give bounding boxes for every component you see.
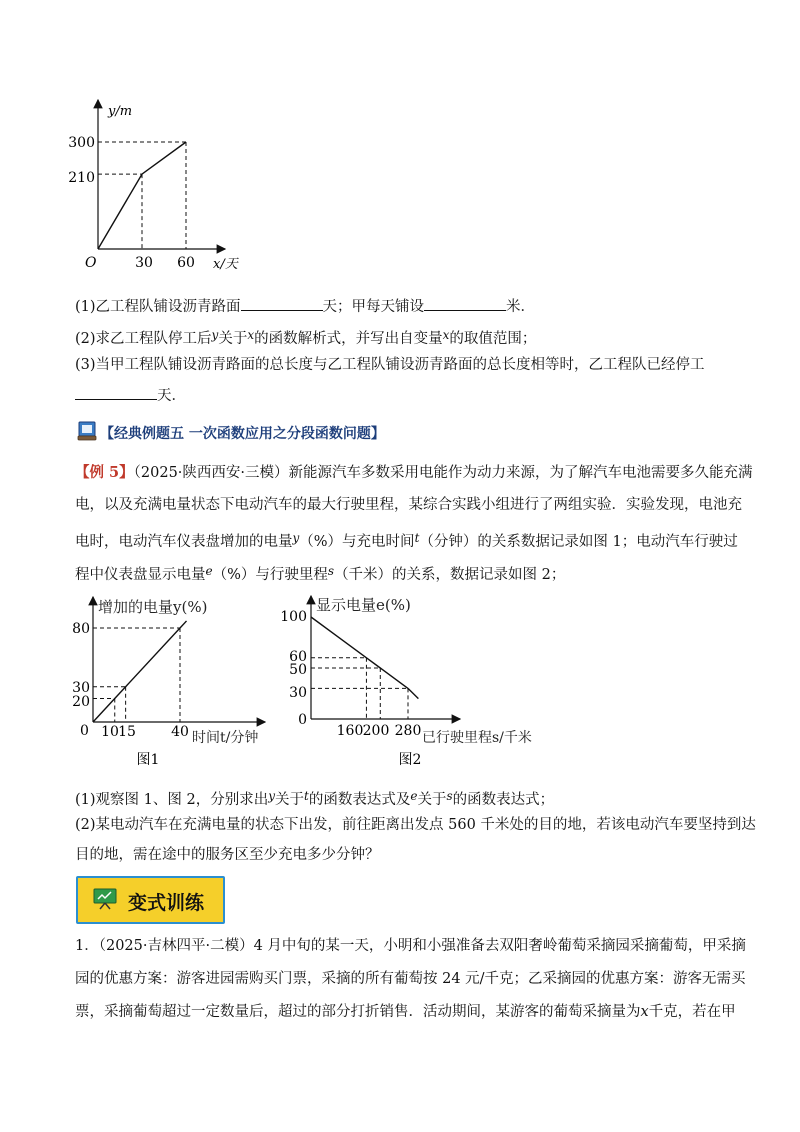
- badge-label: 变式训练: [128, 892, 205, 914]
- exercise-1-line-1: 1．（2025·吉林四平·二模）4 月中旬的某一天，小明和小强准备去双阳奢岭葡萄采摘园采摘葡萄，甲采摘: [75, 938, 746, 954]
- exercise-1-line-3: [75, 996, 736, 1029]
- exercise-1-line-2: 园的优惠方案：游客进园需购买门票，采摘的所有葡萄按 24 元/千克；乙采摘园的优惠方案：游客无需买: [75, 971, 746, 987]
- variant-training-badge: [76, 876, 225, 924]
- x-tick-label: 200: [362, 723, 390, 739]
- y-tick-label: 30: [289, 685, 307, 701]
- sub1-text: 关于: [417, 792, 447, 808]
- variable-e: e: [205, 564, 213, 578]
- sub1-text: 关于: [275, 792, 304, 808]
- chart-figure-1: [60, 592, 280, 772]
- sub-question-1: [75, 786, 554, 810]
- q2-text-d: 的取值范围；: [449, 331, 537, 347]
- origin-label: O: [85, 255, 97, 271]
- x-tick-label: 60: [177, 255, 195, 271]
- exercise-text: 千克，若在甲: [648, 1004, 736, 1020]
- variable-y: y: [211, 328, 219, 342]
- y-tick-label: 80: [72, 621, 90, 637]
- x-axis-label: x/天: [213, 257, 238, 272]
- sub-question-2-line-2: 目的地，需在途中的服务区至少充电多少分钟？: [75, 847, 380, 863]
- presentation-board-icon: [92, 888, 118, 910]
- example-text: （%）与行驶里程: [212, 567, 328, 583]
- sub1-text: 的函数表达式；: [452, 792, 555, 808]
- variable-y: y: [268, 789, 275, 803]
- series-line: [311, 617, 408, 688]
- x-axis-label: 时间t/分钟: [192, 730, 259, 746]
- y-tick-label: 60: [289, 649, 307, 665]
- question-2: [75, 325, 536, 349]
- figure-caption: 图2: [398, 752, 422, 768]
- q1-text-b: 天；甲每天铺设: [322, 299, 425, 315]
- answer-blank[interactable]: [241, 296, 323, 311]
- x-tick-label: 280: [394, 723, 422, 739]
- variable-x: x: [640, 1004, 649, 1020]
- variable-x: x: [442, 328, 450, 342]
- q2-text-c: 的函数解析式，并写出自变量: [254, 331, 443, 347]
- q2-text-a: (2)求乙工程队停工后: [75, 331, 212, 347]
- q1-text-a: (1)乙工程队铺设沥青路面: [75, 299, 241, 315]
- x-tick-label: 10: [101, 724, 119, 740]
- y-tick-label: 210: [68, 170, 95, 186]
- variable-t: t: [414, 531, 420, 545]
- x-axis-label: 已行驶里程s/千米: [422, 730, 532, 746]
- x-tick-label: 30: [135, 255, 153, 271]
- answer-blank[interactable]: [75, 385, 157, 400]
- example-line-4: [75, 555, 565, 592]
- y-axis-label: 增加的电量y(%): [98, 598, 208, 616]
- series-line-extension: [180, 621, 187, 628]
- y-tick-label: 30: [72, 680, 90, 696]
- variable-y: y: [292, 531, 300, 545]
- q2-text-b: 关于: [218, 331, 248, 347]
- y-tick-label: 300: [68, 135, 95, 151]
- example-text: （分钟）的关系数据记录如图 1；电动汽车行驶过: [419, 534, 738, 550]
- book-icon: [76, 420, 98, 442]
- example-tag: 【例 5】: [75, 464, 134, 481]
- y-tick-label: 20: [72, 694, 90, 710]
- series-line-extension: [408, 688, 418, 698]
- example-line-3: [75, 522, 738, 559]
- q3-text-end: 天．: [157, 388, 186, 404]
- example-section-title: 【经典例题五 一次函数应用之分段函数问题】: [100, 426, 385, 442]
- y-axis-label: y/m: [108, 104, 133, 119]
- example-line-2: 电，以及充满电量状态下电动汽车的最大行驶里程，某综合实践小组进行了两组实验．实验发现，电池充: [75, 497, 742, 513]
- q1-text-c: 米．: [506, 299, 536, 315]
- y-tick-label: 0: [298, 712, 307, 728]
- x-tick-label: 40: [171, 724, 189, 740]
- chart-engineering-graph: [60, 95, 260, 280]
- variable-e: e: [410, 789, 418, 803]
- question-3-line-1: (3)当甲工程队铺设沥青路面的总长度与乙工程队铺设沥青路面的总长度相等时，乙工程队已经停工: [75, 357, 705, 373]
- origin-label: 0: [80, 723, 89, 739]
- y-axis-label: 显示电量e(%): [316, 596, 411, 614]
- x-tick-label: 160: [336, 723, 364, 739]
- variable-t: t: [304, 789, 309, 803]
- chart-figure-2: [270, 592, 560, 772]
- y-tick-label: 100: [280, 609, 307, 625]
- variable-s: s: [327, 564, 335, 578]
- sub1-text: (1)观察图 1、图 2，分别求出: [75, 792, 269, 808]
- series-line: [93, 628, 180, 722]
- example-text: （%）与充电时间: [299, 534, 415, 550]
- question-3-line-2: [75, 385, 186, 406]
- answer-blank[interactable]: [424, 296, 506, 311]
- question-1: [75, 296, 535, 317]
- variable-x: x: [247, 328, 255, 342]
- sub1-text: 的函数表达式及: [308, 792, 411, 808]
- example-text: （千米）的关系，数据记录如图 2；: [334, 567, 566, 583]
- figure-caption: 图1: [136, 752, 160, 768]
- example-text: （2025·陕西西安·三模）新能源汽车多数采用电能作为动力来源，为了解汽车电池需要多久能充满: [133, 465, 753, 481]
- exercise-text: 票，采摘葡萄超过一定数量后，超过的部分打折销售．活动期间，某游客的葡萄采摘量为: [75, 1004, 641, 1020]
- y-tick-label: 50: [289, 662, 307, 678]
- x-tick-label: 15: [118, 724, 136, 740]
- variable-s: s: [446, 789, 453, 803]
- example-text: 电时，电动汽车仪表盘增加的电量: [75, 534, 293, 550]
- example-line-1: [75, 456, 753, 490]
- sub-question-2-line-1: (2)某电动汽车在充满电量的状态下出发，前往距离出发点 560 千米处的目的地，若该电动汽车要坚持到达: [75, 817, 756, 833]
- example-text: 程中仪表盘显示电量: [75, 567, 206, 583]
